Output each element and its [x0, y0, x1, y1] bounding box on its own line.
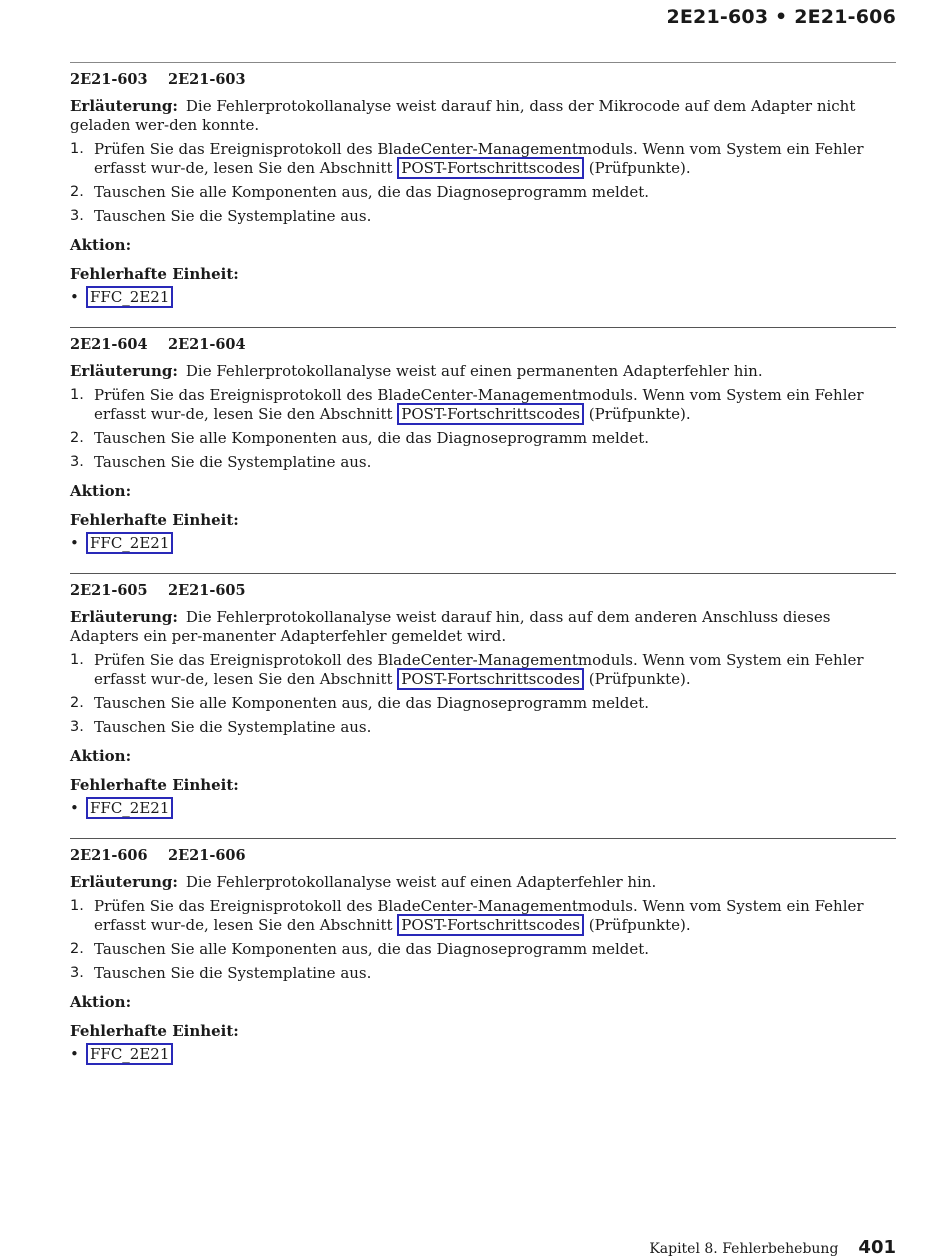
step-text: Tauschen Sie alle Komponenten aus, die das Diagnoseprogramm meldet.	[94, 183, 650, 201]
error-code-alt: 2E21-606	[168, 846, 246, 864]
step-text: Tauschen Sie die Systemplatine aus.	[94, 207, 372, 225]
step-item	[70, 207, 896, 226]
action-label: Aktion:	[70, 747, 132, 765]
step-number: 1.	[70, 898, 84, 914]
step-number: 3.	[70, 719, 84, 735]
step-item	[70, 140, 896, 178]
step-text: Prüfen Sie das Ereignisprotokoll des BladeCenter-Managementmoduls. Wenn vom System ein Fehler erfasst wur-de, lesen Sie den Abschnitt	[94, 897, 864, 934]
step-text-tail: (Prüfpunkte).	[584, 405, 691, 423]
step-number: 2.	[70, 184, 84, 200]
step-number: 2.	[70, 695, 84, 711]
action-label: Aktion:	[70, 236, 132, 254]
page-footer	[649, 1237, 896, 1258]
step-item	[70, 940, 896, 959]
fru-item	[70, 799, 896, 818]
explanation	[70, 362, 896, 381]
step-text: Tauschen Sie die Systemplatine aus.	[94, 718, 372, 736]
step-item	[70, 651, 896, 689]
step-number: 3.	[70, 454, 84, 470]
step-text: Tauschen Sie alle Komponenten aus, die das Diagnoseprogramm meldet.	[94, 429, 650, 447]
step-text: Prüfen Sie das Ereignisprotokoll des BladeCenter-Managementmoduls. Wenn vom System ein Fehler erfasst wur-de, lesen Sie den Abschnitt	[94, 386, 864, 423]
explanation	[70, 97, 896, 135]
chapter-title: Kapitel 8. Fehlerbehebung	[649, 1241, 839, 1257]
page-number: 401	[858, 1237, 896, 1258]
step-number: 1.	[70, 141, 84, 157]
bullet-icon: •	[70, 534, 79, 552]
step-text-tail: (Prüfpunkte).	[584, 159, 691, 177]
step-number: 1.	[70, 387, 84, 403]
fru-link[interactable]: FFC_2E21	[86, 532, 173, 554]
fru-item	[70, 288, 896, 307]
action-label: Aktion:	[70, 482, 132, 500]
step-item	[70, 964, 896, 983]
fru-item	[70, 534, 896, 553]
post-codes-link[interactable]: POST-Fortschrittscodes	[397, 914, 584, 936]
fru-link[interactable]: FFC_2E21	[86, 1043, 173, 1065]
step-text: Tauschen Sie alle Komponenten aus, die das Diagnoseprogramm meldet.	[94, 940, 650, 958]
fru-label: Fehlerhafte Einheit:	[70, 776, 239, 794]
post-codes-link[interactable]: POST-Fortschrittscodes	[397, 403, 584, 425]
entry-heading	[70, 334, 896, 354]
fru-label: Fehlerhafte Einheit:	[70, 265, 239, 283]
step-text: Prüfen Sie das Ereignisprotokoll des BladeCenter-Managementmoduls. Wenn vom System ein Fehler erfasst wur-de, lesen Sie den Abschnitt	[94, 140, 864, 177]
step-item	[70, 386, 896, 424]
step-item	[70, 718, 896, 737]
action-label: Aktion:	[70, 993, 132, 1011]
step-number: 3.	[70, 208, 84, 224]
steps-list	[70, 386, 896, 472]
bullet-icon: •	[70, 1045, 79, 1063]
error-code: 2E21-604	[70, 335, 148, 353]
error-code-alt: 2E21-603	[168, 70, 246, 88]
fru-label: Fehlerhafte Einheit:	[70, 511, 239, 529]
fru-item	[70, 1045, 896, 1064]
explanation-text: Die Fehlerprotokollanalyse weist darauf hin, dass auf dem anderen Anschluss dieses Adapters ein per-manenter Adapterfehler gemeldet wird.	[70, 608, 831, 645]
error-code: 2E21-606	[70, 846, 148, 864]
post-codes-link[interactable]: POST-Fortschrittscodes	[397, 668, 584, 690]
steps-list	[70, 651, 896, 737]
explanation	[70, 873, 896, 892]
step-item	[70, 453, 896, 472]
error-code: 2E21-603	[70, 70, 148, 88]
step-number: 3.	[70, 965, 84, 981]
steps-list	[70, 897, 896, 983]
bullet-icon: •	[70, 288, 79, 306]
error-entry	[70, 327, 896, 553]
step-text: Tauschen Sie die Systemplatine aus.	[94, 964, 372, 982]
fru-label: Fehlerhafte Einheit:	[70, 1022, 239, 1040]
explanation-label: Erläuterung:	[70, 873, 178, 891]
step-number: 1.	[70, 652, 84, 668]
explanation-text: Die Fehlerprotokollanalyse weist darauf hin, dass der Mikrocode auf dem Adapter nicht geladen wer-den konnte.	[70, 97, 856, 134]
entry-heading	[70, 845, 896, 865]
explanation	[70, 608, 896, 646]
step-text: Tauschen Sie die Systemplatine aus.	[94, 453, 372, 471]
running-head: 2E21-603 • 2E21-606	[666, 6, 896, 28]
step-item	[70, 694, 896, 713]
step-item	[70, 183, 896, 202]
fru-link[interactable]: FFC_2E21	[86, 797, 173, 819]
error-code-list	[70, 62, 896, 1084]
entry-heading	[70, 69, 896, 89]
error-entry	[70, 838, 896, 1064]
step-text: Tauschen Sie alle Komponenten aus, die das Diagnoseprogramm meldet.	[94, 694, 650, 712]
error-code-alt: 2E21-604	[168, 335, 246, 353]
step-item	[70, 897, 896, 935]
step-text-tail: (Prüfpunkte).	[584, 670, 691, 688]
explanation-label: Erläuterung:	[70, 97, 178, 115]
explanation-label: Erläuterung:	[70, 362, 178, 380]
error-code: 2E21-605	[70, 581, 148, 599]
error-entry	[70, 573, 896, 818]
step-number: 2.	[70, 430, 84, 446]
error-entry	[70, 62, 896, 307]
fru-link[interactable]: FFC_2E21	[86, 286, 173, 308]
steps-list	[70, 140, 896, 226]
explanation-label: Erläuterung:	[70, 608, 178, 626]
step-number: 2.	[70, 941, 84, 957]
step-text-tail: (Prüfpunkte).	[584, 916, 691, 934]
explanation-text: Die Fehlerprotokollanalyse weist auf einen Adapterfehler hin.	[185, 873, 657, 891]
step-item	[70, 429, 896, 448]
entry-heading	[70, 580, 896, 600]
bullet-icon: •	[70, 799, 79, 817]
post-codes-link[interactable]: POST-Fortschrittscodes	[397, 157, 584, 179]
error-code-alt: 2E21-605	[168, 581, 246, 599]
step-text: Prüfen Sie das Ereignisprotokoll des BladeCenter-Managementmoduls. Wenn vom System ein Fehler erfasst wur-de, lesen Sie den Abschnitt	[94, 651, 864, 688]
explanation-text: Die Fehlerprotokollanalyse weist auf einen permanenten Adapterfehler hin.	[185, 362, 763, 380]
